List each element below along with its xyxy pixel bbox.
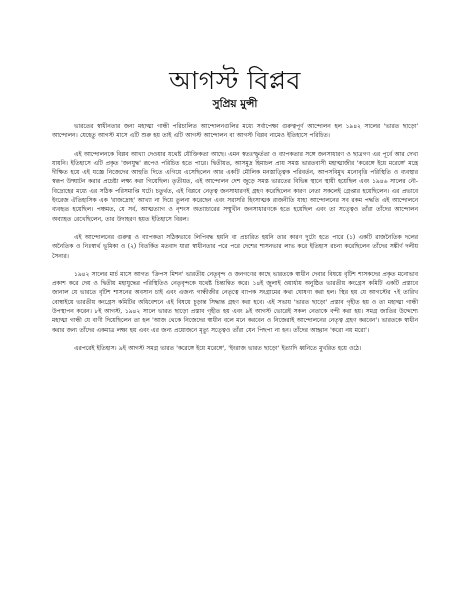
paragraph-2: এই আন্দোলনকে বিপ্লব আখ্যা দেওয়ার যথেষ্ট যৌক্তিকতা আছে। এমন স্বতঃস্ফূর্ততা ও ব্যাপকতার সঙ্গে জনসাধারণ ও ছাত্রগণ এর পূর্বে আর দেখা যায়নি। ইতিহাসে এটি প্রকৃত 'জনযুদ্ধ' রূপেও পরিচিত হতে পারে। দ্বিতীয়ত, আসমুদ্র হিমাচল প্রায় সমস্ত ভারতবাসী মহাত্মাজীর 'করেঙ্গে ইয়ে মরেঙ্গে' মন্ত্রে দীক্ষিত হয়ে এই যজ্ঞে নিজেদের আহুতি দিতে এগিয়ে এসেছিলেন আর একটি মৌলিক মনস্তাত্ত্বিক পরিবর্তন, আপসবিমুখ মনোবৃত্তি পরিস্থিতি ও ব্যবস্থার স্বরূপ উদ্ঘাটন করার প্রচেষ্টা লক্ষ্য করা গিয়েছিল। তৃতীয়ত, এই আন্দোলন দেশ জুড়ে সমস্ত ভারতের বিভিন্ন স্থানে স্থায়ী হয়েছিল এবং ১৯৪৬ সালের নৌ-বিদ্রোহের মধ্যে এর সঠিক পরিসমাপ্তি ঘটে। চতুর্থত, এই বিপ্লবে নেতৃত্ব জনসাধারণই গ্রহণ করেছিলেন কারণ নেতা সকলেই গ্রেপ্তার হয়েছিলেন। এর প্রভাবে ইংরেজ ঐতিহাসিক এক 'রাজদ্রোহ' আখ্যা না দিয়ে তুলনা করেছেন এবং সরাসরি হিংসাত্মক রাজনীতি যাহা আন্দোলনের সব রকম পদ্ধতি এই আন্দোলনে ব্যবহৃত হয়েছিল। পঞ্চমত, যে সর্ব, আত্মত্যাগ ও নৃশংস অত্যাচারের সম্মুখীন জনসাধারণকে হতে হয়েছিল এবং তা সত্ত্বেও তাঁরা তাঁদের আন্দোলন অব্যাহত রেখেছিলেন, তার উদাহরণ হয়ত ইতিহাসে বিরল। — [52, 151, 418, 223]
paragraph-1: ভারতের স্বাধীনতার জন্য মহাত্মা গান্ধী পরিচালিত আন্দোলনগুলির মধ্যে সর্বাপেক্ষা গুরুত্বপূর্ণ আন্দোলন হল ১৯৪২ সালের 'ভারত ছাড়ো' আন্দোলন। যেহেতু আগস্ট মাসে এটি শুরু হয় তাই এটি আগস্ট আন্দোলন বা আগস্ট বিপ্লব নামেও ইতিহাসে পরিচিত। — [52, 124, 418, 140]
document-author: সুপ্রিয় মুন্সী — [212, 98, 258, 110]
paragraph-3: এই আন্দোলনের গুরুত্ব ও ব্যাপকতা সঠিকভাবে লিপিবদ্ধ হয়নি বা প্রচারিত হয়নি তার কারণ দুটো হতে পারে (১) একটি রাজনৈতিক দলের অনৈতিক ও নিঃস্বার্থ ভূমিকা ও (২) বিতর্কিত মতবাদ যারা স্বাধীনতার পরে পরে দেশের শাসনভার লাভ করে ইতিহাস রচনা করেছিলেন তাঁদের সঙ্কীর্ণ দলীয় সৈন্যর। — [52, 234, 418, 260]
paragraph-5: এরপরেই ইতিহাস। ৯ই আগস্ট সমগ্র ভারত 'করেঙ্গে ইয়ে মরেঙ্গে', 'ইংরাজ ভারত ছাড়ো' ইত্যাদি ধ্বনিতে মুখরিত হয়ে ওঠে। — [74, 345, 362, 352]
paragraph-4: ১৯৪২ সালের মার্চ মাসে আগত 'ক্রিপস মিশন' ভারতীয় নেতৃবৃন্দ ও জনগণের কাছে ভারতকে স্বাধীন দেবার বিষয়ে বৃটিশ শাসকদের প্রকৃত মনোভাব প্রকাশ করে দেয় ও দ্বিতীয় মহাযুদ্ধের পরিস্থিতিও নেতৃবৃন্দকে যথেষ্ট চিন্তান্বিত করে। ১৪ই জুলাই ওয়ার্ধায় অনুষ্ঠিত ভারতীয় কংগ্রেস কমিটি একটি প্রস্তাবে জানাল যে ভারতে বৃটিশ শাসনের অবসান চাই এবং এজন্য গান্ধীজীর নেতৃত্বে ব্যাপক সংগ্রামের কথা ঘোষণা করা হল। স্থির হয় যে আগস্টের ৭ই তারিখ বোম্বাইয়ে ভারতীয় কংগ্রেস কমিটির অধিবেশনে এই বিষয়ে চূড়ান্ত সিদ্ধান্ত গ্রহণ করা হবে। এই সভায় 'ভারত ছাড়ো' প্রস্তাব গৃহীত হয় ও তা মহাত্মা গান্ধী উপস্থাপন করেন। ৮ই আগস্ট, ১৯৪২ সালে ভারত ছাড়ো প্রস্তাব গৃহীত হয় এবং ৯ই আগস্ট ভোরেই সকল নেতাকে বন্দী করা হয়। সমগ্র জাতির উদ্দেশ্যে মহাত্মা গান্ধী যে বাণী দিয়েছিলেন তা হল 'আজ থেকে নিজেদের স্বাধীন বলে মনে করবেন ও নিজেরাই আন্দোলনের নেতৃত্ব গ্রহণ করবেন'। ভারতকে স্বাধীন করার জন্য তাঁদের একমাত্র লক্ষ্য হয় এবং এর জন্য প্রয়োজনে মৃত্যু সত্ত্বেও তাঁরা যেন পিছপা না হন। তাঁদের আহ্বান 'করো নয় মরো'। — [52, 271, 419, 334]
document-title: আগস্ট বিপ্লব — [169, 66, 301, 95]
